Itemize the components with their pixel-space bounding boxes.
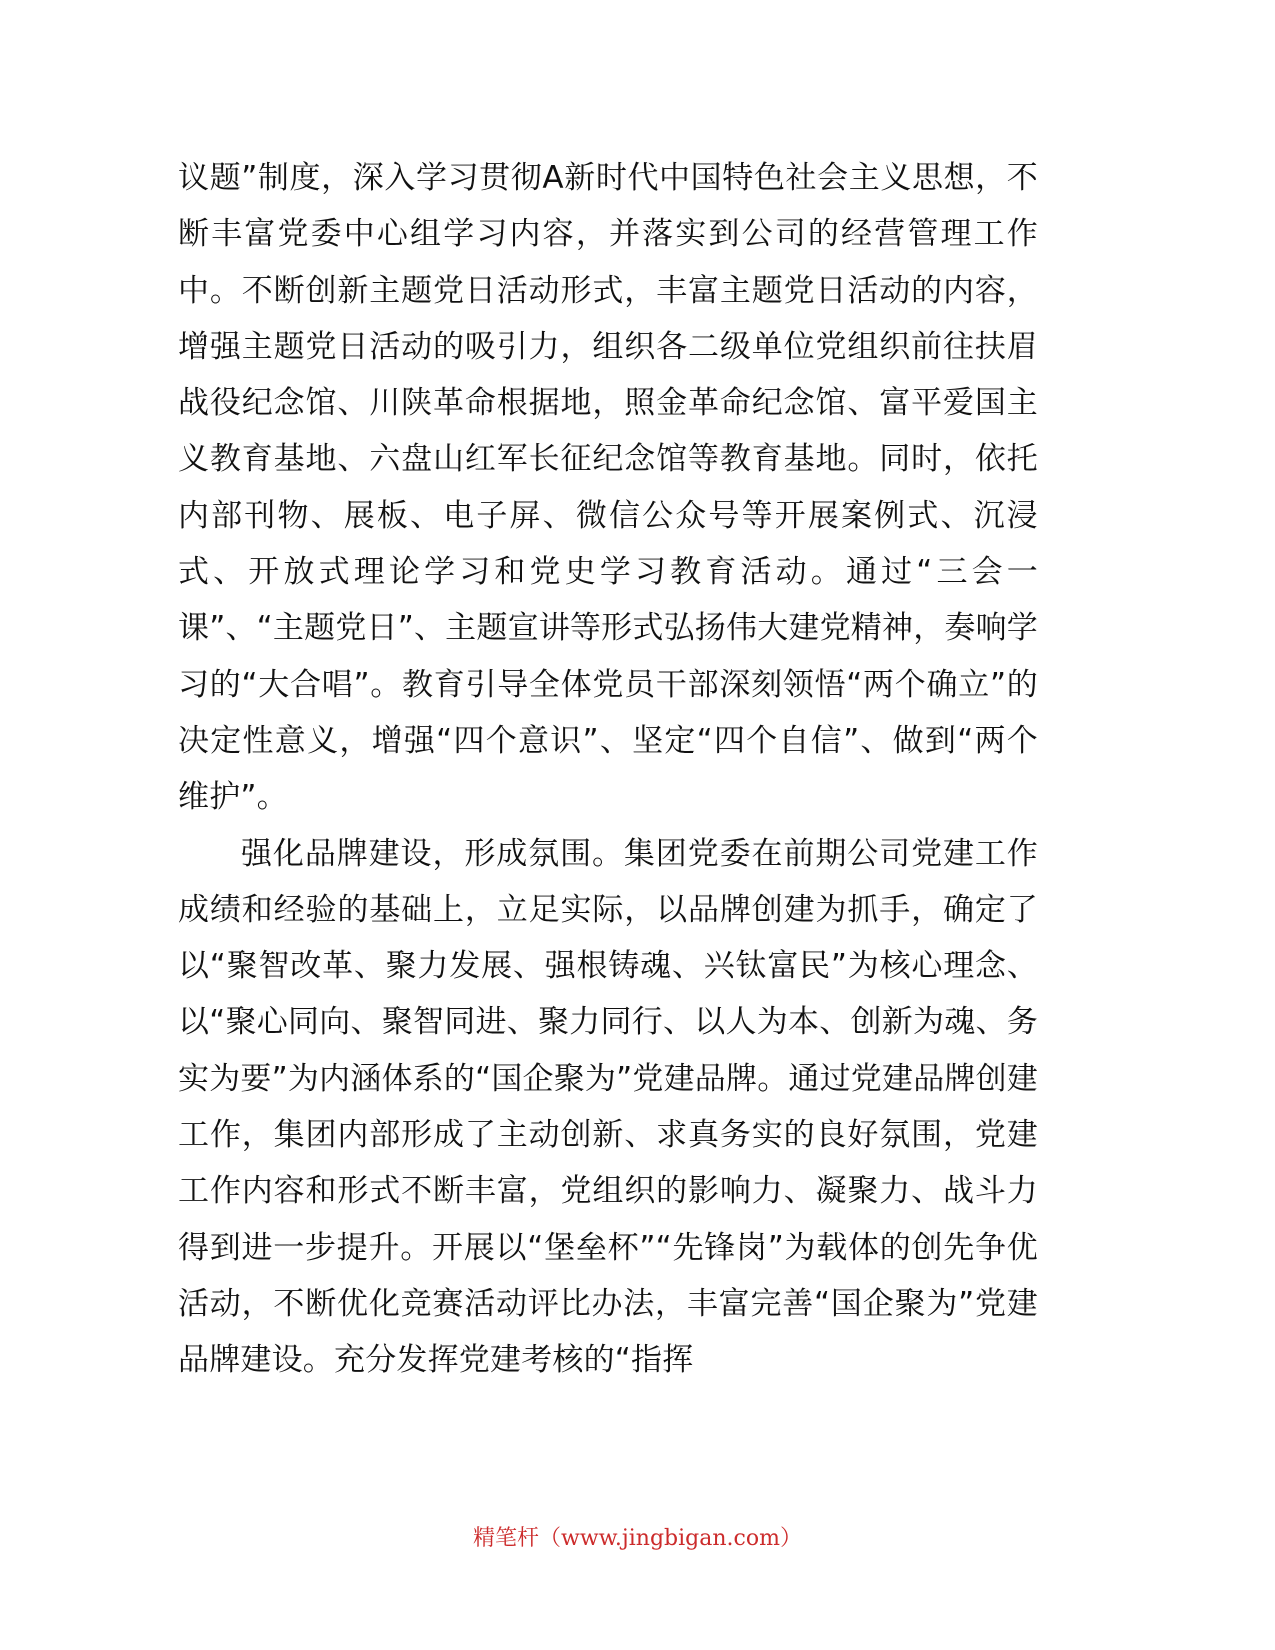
footer-watermark: 精笔杆（www.jingbigan.com） bbox=[473, 1526, 802, 1551]
paragraph-2: 强化品牌建设，形成氛围。集团党委在前期公司党建工作成绩和经验的基础上，立足实际，以品牌创建为抓手，确定了以“聚智改革、聚力发展、强根铸魂、兴钛富民”为核心理念、以“聚心同向、聚智同进、聚力同行、以人为本、创新为魂、务实为要”为内涵体系的“国企聚为”党建品牌。通过党建品牌创建工作，集团内部形成了主动创新、求真务实的良好氛围，党建工作内容和形式不断丰富，党组织的影响力、凝聚力、战斗力得到进一步提升。开展以“堡垒杯”“先锋岗”为载体的创先争优活动，不断优化竞赛活动评比办法，丰富完善“国企聚为”党建品牌建设。充分发挥党建考核的“指挥 bbox=[178, 835, 1038, 1379]
paragraph-1: 议题”制度，深入学习贯彻A新时代中国特色社会主义思想，不断丰富党委中心组学习内容，并落实到公司的经营管理工作中。不断创新主题党日活动形式，丰富主题党日活动的内容，增强主题党日活动的吸引力，组织各二级单位党组织前往扶眉战役纪念馆、川陕革命根据地，照金革命纪念馆、富平爱国主义教育基地、六盘山红军长征纪念馆等教育基地。同时，依托内部刊物、展板、电子屏、微信公众号等开展案例式、沉浸式、开放式理论学习和党史学习教育活动。通过“三会一课”、“主题党日”、主题宣讲等形式弘扬伟大建党精神，奏响学习的“大合唱”。教育引导全体党员干部深刻领悟“两个确立”的决定性意义，增强“四个意识”、坚定“四个自信”、做到“两个维护”。 bbox=[178, 160, 1038, 816]
document-body bbox=[178, 150, 1038, 1389]
